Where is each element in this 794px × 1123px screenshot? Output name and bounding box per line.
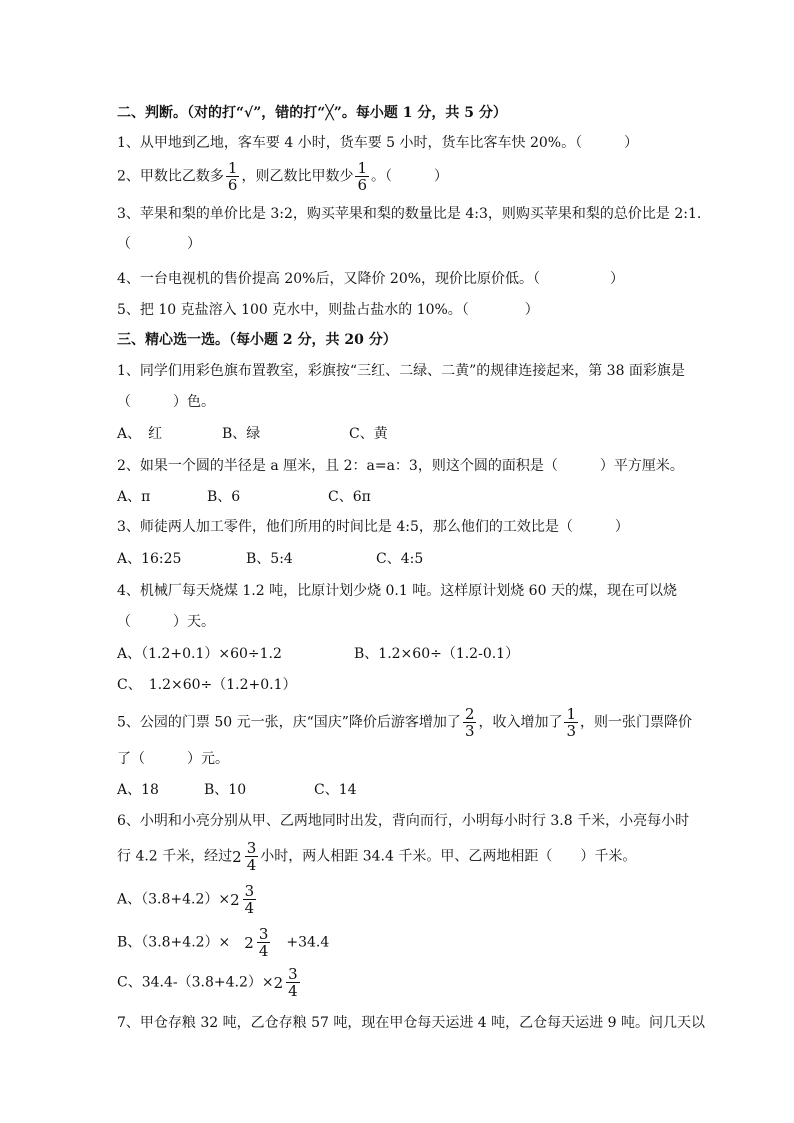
choice-q6-option-a: A、（3.8+4.2）× 2 $\frac{3}{4}$ (117, 883, 258, 916)
choice-q7-line1: 7、甲仓存粮 32 吨，乙仓存粮 57 吨，现在甲仓每天运进 4 吨，乙仓每天运进 9 吨。问几天以 (117, 1015, 705, 1031)
option-c: C、4:5 (376, 551, 424, 567)
choice-q2-options (117, 488, 371, 506)
choice-q2: 2、如果一个圆的半径是 a 厘米，且 2：a=a：3，则这个圆的面积是（ ）平方厘米。 (117, 458, 684, 474)
judge-q2 (117, 160, 448, 193)
judge-q3-line1: 3、苹果和梨的单价比是 3:2，购买苹果和梨的数量比是 4:3，则购买苹果和梨的总价比是 2:1. (117, 206, 702, 222)
choice-q6-line1: 6、小明和小亮分别从甲、乙两地同时出发，背向而行，小明每小时行 3.8 千米，小亮每小时 (117, 813, 690, 829)
choice-q1-line2: （ ）色。 (117, 394, 215, 410)
choice-q4-line1: 4、机械厂每天烧煤 1.2 吨，比原计划少烧 0.1 吨。这样原计划烧 60 天的煤，现在可以烧 (117, 583, 677, 599)
choice-q6-text-a: 行 4.2 千米，经过 (117, 848, 233, 865)
option-b: B、绿 (222, 426, 261, 442)
option-b: B、1.2×60÷（1.2-0.1） (354, 646, 520, 662)
judge-q3-line2: （ ） (117, 236, 201, 252)
mixed-number: 2 $\frac{3}{4}$ (273, 965, 298, 1000)
judge-q5: 5、把 10 克盐溶入 100 克水中，则盐占盐水的 10%。（ ） (117, 302, 539, 318)
choice-q4-option-c: C、 1.2×60÷（1.2+0.1） (117, 677, 297, 693)
judge-q4: 4、一台电视机的售价提高 20%后，又降价 20%，现价比原价低。（ ） (117, 271, 625, 287)
mixed-number: 2 $\frac{3}{4}$ (232, 839, 257, 874)
choice-q3: 3、师徒两人加工零件，他们所用的时间比是 4:5，那么他们的工效比是（ ） (117, 519, 629, 535)
choice-q1-options (117, 425, 388, 443)
option-a: A、18 (117, 782, 159, 798)
choice-q4-line2: （ ）天。 (117, 614, 215, 630)
choice-q5-text-c: ，则一张门票降价 (580, 714, 693, 731)
option-c: C、6π (328, 489, 371, 505)
choice-q5-text-b: ，收入增加了 (478, 714, 563, 731)
section-3-title: 三、精心选一选。（每小题 2 分，共 20 分） (117, 332, 397, 348)
fraction-one-sixth: $\frac{1}{6}$ (227, 159, 238, 194)
fraction-two-thirds: $\frac{2}{3}$ (464, 705, 475, 740)
choice-q5-line2: 了（ ）元。 (117, 751, 229, 767)
fraction-one-third: $\frac{1}{3}$ (566, 705, 577, 740)
option-a: A、 红 (117, 426, 163, 442)
choice-q3-options (117, 550, 423, 568)
option-c: C、14 (314, 782, 357, 798)
option-c: C、黄 (349, 426, 388, 442)
option-a: A、（1.2+0.1）×60÷1.2 (117, 646, 282, 662)
choice-q6-option-b: B、（3.8+4.2）× 2 $\frac{3}{4}$ +34.4 (117, 925, 330, 960)
judge-q2-text-a: 2、甲数比乙数多 (117, 168, 224, 185)
choice-q6-text-b: 小时，两人相距 34.4 千米。甲、乙两地相距（ ）千米。 (260, 848, 637, 865)
choice-q6-option-c: C、34.4-（3.8+4.2）× 2 $\frac{3}{4}$ (117, 966, 302, 999)
option-a: A、π (117, 489, 151, 505)
choice-q5-line1 (117, 706, 692, 739)
choice-q1-line1: 1、同学们用彩色旗布置教室，彩旗按“三红、二绿、二黄”的规律连接起来，第 38 面彩旗是 (117, 363, 685, 379)
judge-q2-text-c: 。（ ） (371, 168, 449, 185)
mixed-number: 2 $\frac{3}{4}$ (244, 925, 269, 960)
mixed-number: 2 $\frac{3}{4}$ (230, 882, 255, 917)
option-b: B、10 (204, 782, 247, 798)
judge-q2-text-b: ，则乙数比甲数少 (241, 168, 354, 185)
choice-q4-options-ab (117, 645, 519, 663)
fraction-one-sixth: $\frac{1}{6}$ (357, 159, 368, 194)
choice-q6-line2 (117, 840, 636, 873)
judge-q1: 1、从甲地到乙地，客车要 4 小时，货车要 5 小时，货车比客车快 20%。（ ） (117, 135, 639, 151)
choice-q5-options (117, 781, 357, 799)
choice-q5-text-a: 5、公园的门票 50 元一张，庆“国庆”降价后游客增加了 (117, 714, 461, 731)
option-b: B、5:4 (246, 551, 293, 567)
section-2-title: 二、判断。（对的打“√”，错的打“╳”。每小题 1 分，共 5 分） (117, 105, 507, 121)
option-a: A、16:25 (117, 551, 182, 567)
option-b: B、6 (207, 489, 241, 505)
